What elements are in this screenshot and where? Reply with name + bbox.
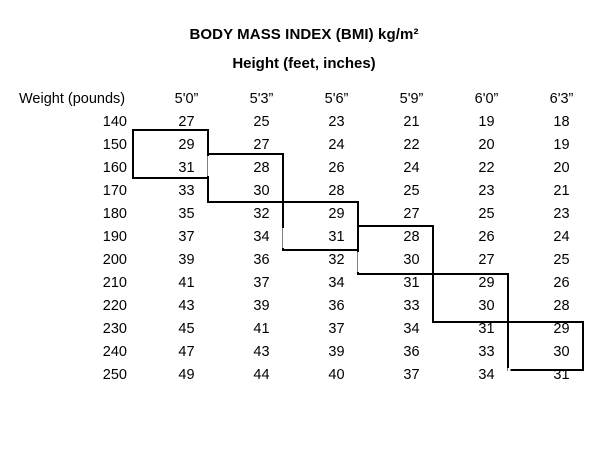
- cell-bmi: 25: [553, 252, 570, 268]
- table-row: [9, 203, 599, 226]
- cell-bmi: 29: [478, 275, 495, 291]
- cell-bmi: 39: [178, 252, 195, 268]
- cell-bmi: 33: [478, 344, 495, 360]
- cell-bmi: 24: [328, 137, 345, 153]
- cell-bmi: 26: [478, 229, 495, 245]
- row-label-weight: 170: [102, 183, 127, 199]
- cell-bmi: 24: [403, 160, 420, 176]
- table-header-row: [9, 88, 599, 111]
- cell-bmi: 47: [178, 344, 195, 360]
- cell-bmi: 32: [253, 206, 270, 222]
- cell-bmi: 33: [403, 298, 420, 314]
- cell-bmi: 22: [403, 137, 420, 153]
- cell-bmi: 31: [328, 229, 345, 245]
- cell-bmi: 45: [178, 321, 195, 337]
- column-header-weight: Weight (pounds): [19, 91, 126, 107]
- cell-bmi: 21: [553, 183, 570, 199]
- table-row: [9, 341, 599, 364]
- row-label-weight: 200: [102, 252, 127, 268]
- table-row: [9, 157, 599, 180]
- table-row: [9, 295, 599, 318]
- row-label-weight: 230: [102, 321, 127, 337]
- cell-bmi: 29: [178, 137, 195, 153]
- row-label-weight: 150: [102, 137, 127, 153]
- chart-subtitle: Height (feet, inches): [232, 55, 376, 72]
- table-row: [9, 134, 599, 157]
- cell-bmi: 37: [328, 321, 345, 337]
- cell-bmi: 31: [403, 275, 420, 291]
- cell-bmi: 23: [553, 206, 570, 222]
- row-label-weight: 140: [102, 114, 127, 130]
- cell-bmi: 30: [553, 344, 570, 360]
- cell-bmi: 25: [253, 114, 270, 130]
- row-label-weight: 190: [102, 229, 127, 245]
- cell-bmi: 20: [478, 137, 495, 153]
- cell-bmi: 29: [553, 321, 570, 337]
- table-row: [9, 111, 599, 134]
- cell-bmi: 30: [403, 252, 420, 268]
- cell-bmi: 36: [328, 298, 345, 314]
- table-row: [9, 226, 599, 249]
- cell-bmi: 27: [478, 252, 495, 268]
- cell-bmi: 22: [478, 160, 495, 176]
- cell-bmi: 18: [553, 114, 570, 130]
- cell-bmi: 23: [478, 183, 495, 199]
- cell-bmi: 33: [178, 183, 195, 199]
- column-header-height-0: 5'0”: [174, 91, 199, 107]
- cell-bmi: 28: [253, 160, 270, 176]
- cell-bmi: 28: [328, 183, 345, 199]
- cell-bmi: 39: [253, 298, 270, 314]
- cell-bmi: 19: [478, 114, 495, 130]
- cell-bmi: 31: [478, 321, 495, 337]
- bmi-table: [9, 88, 599, 387]
- cell-bmi: 26: [328, 160, 345, 176]
- cell-bmi: 37: [403, 367, 420, 383]
- column-header-height-4: 6'0”: [474, 91, 499, 107]
- cell-bmi: 21: [403, 114, 420, 130]
- table-row: [9, 318, 599, 341]
- row-label-weight: 220: [102, 298, 127, 314]
- cell-bmi: 32: [328, 252, 345, 268]
- row-label-weight: 160: [102, 160, 127, 176]
- cell-bmi: 34: [328, 275, 345, 291]
- table-row: [9, 364, 599, 387]
- row-label-weight: 240: [102, 344, 127, 360]
- cell-bmi: 23: [328, 114, 345, 130]
- cell-bmi: 26: [553, 275, 570, 291]
- cell-bmi: 31: [553, 367, 570, 383]
- cell-bmi: 34: [403, 321, 420, 337]
- table-row: [9, 272, 599, 295]
- cell-bmi: 25: [403, 183, 420, 199]
- cell-bmi: 28: [553, 298, 570, 314]
- bmi-table-wrap: [0, 88, 608, 387]
- cell-bmi: 37: [253, 275, 270, 291]
- cell-bmi: 27: [178, 114, 195, 130]
- cell-bmi: 19: [553, 137, 570, 153]
- cell-bmi: 30: [253, 183, 270, 199]
- cell-bmi: 34: [478, 367, 495, 383]
- cell-bmi: 39: [328, 344, 345, 360]
- cell-bmi: 20: [553, 160, 570, 176]
- cell-bmi: 44: [253, 367, 270, 383]
- column-header-height-1: 5'3”: [249, 91, 274, 107]
- row-label-weight: 180: [102, 206, 127, 222]
- cell-bmi: 29: [328, 206, 345, 222]
- cell-bmi: 43: [178, 298, 195, 314]
- cell-bmi: 27: [403, 206, 420, 222]
- row-label-weight: 210: [102, 275, 127, 291]
- row-label-weight: 250: [102, 367, 127, 383]
- cell-bmi: 49: [178, 367, 195, 383]
- cell-bmi: 35: [178, 206, 195, 222]
- cell-bmi: 30: [478, 298, 495, 314]
- cell-bmi: 37: [178, 229, 195, 245]
- cell-bmi: 41: [178, 275, 195, 291]
- cell-bmi: 28: [403, 229, 420, 245]
- cell-bmi: 40: [328, 367, 345, 383]
- cell-bmi: 24: [553, 229, 570, 245]
- page-title: BODY MASS INDEX (BMI) kg/m²: [189, 26, 419, 43]
- cell-bmi: 41: [253, 321, 270, 337]
- chart-title-block: [0, 0, 608, 72]
- cell-bmi: 27: [253, 137, 270, 153]
- table-row: [9, 180, 599, 203]
- cell-bmi: 36: [403, 344, 420, 360]
- table-row: [9, 249, 599, 272]
- cell-bmi: 31: [178, 160, 195, 176]
- cell-bmi: 34: [253, 229, 270, 245]
- column-header-height-5: 6'3”: [549, 91, 574, 107]
- column-header-height-2: 5'6”: [324, 91, 349, 107]
- cell-bmi: 43: [253, 344, 270, 360]
- column-header-height-3: 5'9”: [399, 91, 424, 107]
- cell-bmi: 25: [478, 206, 495, 222]
- cell-bmi: 36: [253, 252, 270, 268]
